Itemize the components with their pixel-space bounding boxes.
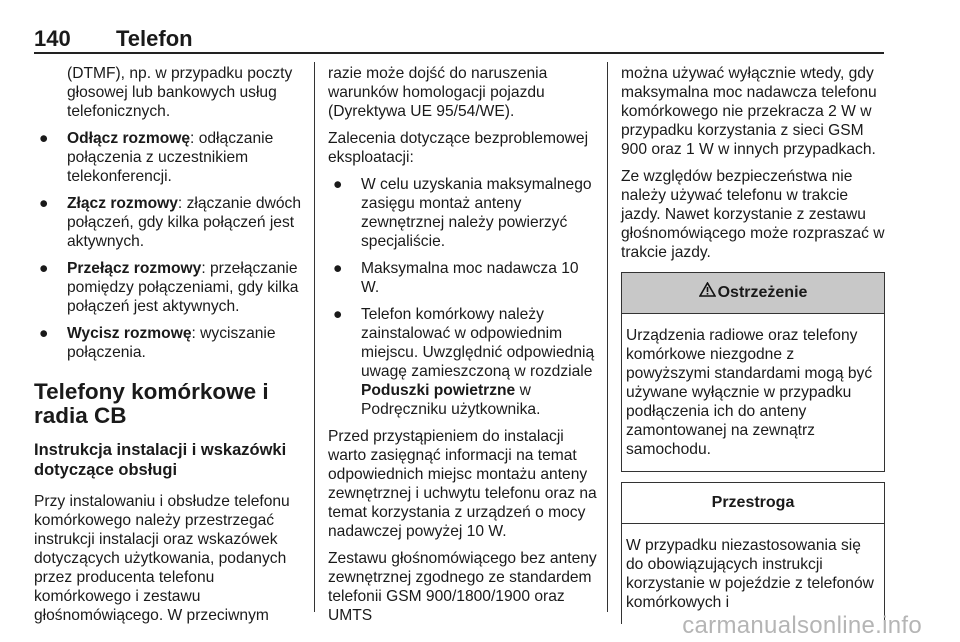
- bullet-term: Wycisz rozmowę: [67, 325, 192, 342]
- dtmf-intro: (DTMF), np. w przypadku poczty głosowej lub bankowych usług telefonicznych.: [67, 65, 293, 120]
- bullet-dot-icon: ●: [39, 325, 49, 342]
- bullet-dot-icon: ●: [333, 176, 343, 193]
- body-paragraph: razie może dojść do naruszenia warunków homologacji pojazdu (Dyrektywa UE 95/54/WE).: [328, 65, 548, 120]
- body-paragraph: można używać wyłącznie wtedy, gdy maksymalna moc nadawcza telefonu komórkowego nie przekracza 2 W w przypadku korzystania z sieci GSM 900 oraz 1 W w innych przypadkach.: [621, 65, 877, 158]
- warning-header: [622, 273, 884, 314]
- subsection-heading: Instrukcja instalacji i wskazówki dotyczące obsługi: [34, 441, 287, 479]
- body-paragraph: Ze względów bezpieczeństwa nie należy używać telefonu w trakcie jazdy. Nawet korzystanie z zestawu głośnomówiącego może rozpraszać w trakcie jazdy.: [621, 168, 885, 261]
- airbags-reference: Poduszki powietrzne: [361, 382, 516, 399]
- list-item: [34, 129, 302, 186]
- caution-text: W przypadku niezastosowania się do obowiązujących instrukcji korzystanie w pojeździe z telefonów komórkowych i: [626, 537, 874, 611]
- column-divider-1: [314, 62, 315, 612]
- body-paragraph: Zestawu głośnomówiącego bez anteny zewnętrznej zgodnego ze standardem telefonii GSM 900/1800/1900 oraz UMTS: [328, 550, 597, 624]
- bullet-dot-icon: ●: [333, 306, 343, 323]
- body-paragraph: Zalecenia dotyczące bezproblemowej eksploatacji:: [328, 130, 589, 166]
- bullet-text: : złączanie dwóch połączeń, gdy kilka połączeń jest aktywnych.: [67, 195, 302, 250]
- body-paragraph: Przy instalowaniu i obsłudze telefonu komórkowego należy przestrzegać instrukcji instalacji oraz wskazówek dotyczących użytkowania, podanych przez producenta telefonu komórkowego i zestawu głośnomówiącego. W przeciwnym: [34, 493, 290, 624]
- list-item: [328, 259, 598, 297]
- header-rule: [34, 52, 884, 54]
- watermark: carmanualsonline.info: [682, 612, 922, 639]
- bullet-term: Odłącz rozmowę: [67, 130, 191, 147]
- warning-triangle-icon: [699, 273, 716, 313]
- caution-header: Przestroga: [622, 483, 884, 524]
- bullet-term: Przełącz rozmowy: [67, 260, 202, 277]
- list-item: [34, 324, 302, 362]
- bullet-term: Złącz rozmowy: [67, 195, 178, 212]
- list-item: [34, 194, 302, 251]
- section-heading: Telefony komórkowe i radia CB: [34, 379, 269, 428]
- bullet-text: Telefon komórkowy należy zainstalować w odpowiednim miejscu. Uwzględnić odpowiednią uwagę zamieszczoną w rozdziale: [361, 306, 595, 380]
- column-3: [621, 64, 885, 624]
- body-paragraph: Przed przystąpieniem do instalacji warto zasięgnąć informacji na temat odpowiednich miejsc montażu anteny zewnętrznej i uchwytu telefonu oraz na temat korzystania z urządzeń o mocy nadawczej powyżej 10 W.: [328, 428, 597, 540]
- list-item: [328, 305, 598, 419]
- column-1: [34, 64, 302, 633]
- page-header: [34, 26, 884, 54]
- bullet-dot-icon: ●: [39, 195, 49, 212]
- bullet-text: : przełączanie pomiędzy połączeniami, gdy kilka połączeń jest aktywnych.: [67, 260, 299, 315]
- page-number: 140: [34, 26, 71, 51]
- warning-box: [621, 272, 885, 472]
- column-2: [328, 64, 598, 633]
- list-item: [34, 259, 302, 316]
- warning-text: Urządzenia radiowe oraz telefony komórkowe niezgodne z powyższymi standardami mogą być używane wyłącznie w przypadku podłączenia ich do anteny zamontowanej na zewnątrz samochodu.: [626, 327, 873, 458]
- caution-box: [621, 482, 885, 624]
- bullet-text: Maksymalna moc nadawcza 10 W.: [361, 260, 579, 296]
- bullet-text: w Podręczniku użytkownika.: [361, 382, 541, 418]
- page-title: Telefon: [116, 26, 193, 51]
- bullet-text: : wyciszanie połączenia.: [67, 325, 276, 361]
- warning-title: Ostrzeżenie: [717, 284, 808, 301]
- list-item: [328, 175, 598, 251]
- bullet-dot-icon: ●: [39, 260, 49, 277]
- column-divider-2: [607, 62, 608, 612]
- bullet-text: W celu uzyskania maksymalnego zasięgu montaż anteny zewnętrznej należy powierzyć specjaliście.: [361, 176, 592, 250]
- bullet-text: : odłączanie połączenia z uczestnikiem telekonferencji.: [67, 130, 274, 185]
- bullet-dot-icon: ●: [333, 260, 343, 277]
- bullet-dot-icon: ●: [39, 130, 49, 147]
